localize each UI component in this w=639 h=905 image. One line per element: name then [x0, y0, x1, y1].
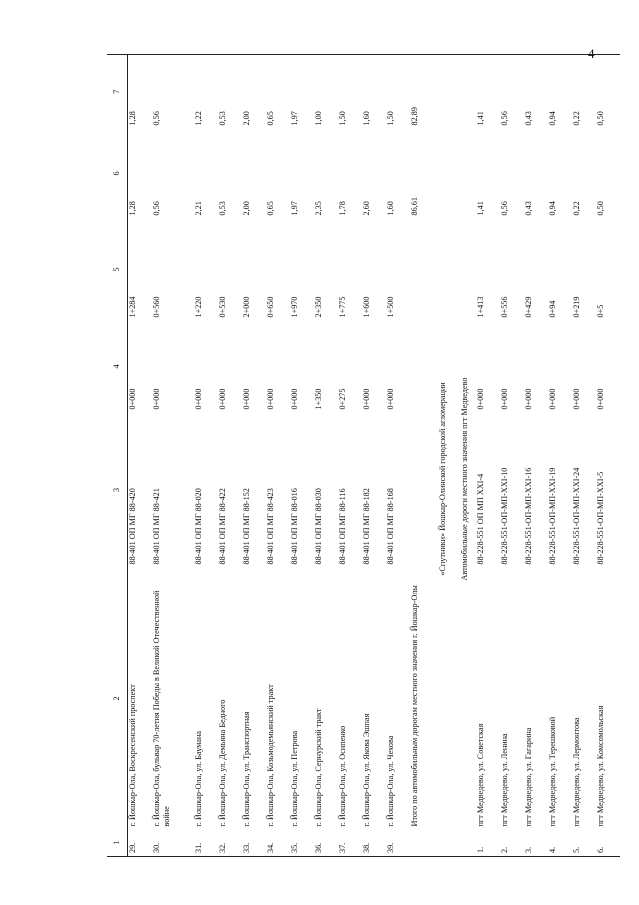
cell-start: 0+000: [362, 388, 371, 410]
total-row: [410, 55, 432, 857]
cell-len6: 0,22: [572, 201, 581, 216]
cell-code: 88-401 ОП МГ 88-423: [266, 488, 275, 565]
cell-n: 31.: [194, 830, 218, 857]
cell-name: г. Йошкар-Ола, бульвар 70-летия Победы в Великой Отечественной войне: [152, 590, 171, 827]
cell-n: 35.: [290, 830, 314, 857]
cell-len6: 2,60: [362, 201, 371, 216]
cell-end: 0+429: [524, 296, 533, 318]
cell-len6: 2,35: [314, 201, 323, 216]
table-row: [314, 55, 338, 857]
table-row: [338, 55, 362, 857]
cell-len7: 1,50: [338, 55, 362, 129]
cell-name: г. Йошкар-Ола, ул. Транспортная: [242, 711, 251, 827]
cell-code: 88-401 ОП МГ 88-182: [362, 488, 371, 565]
cell-code: 88-401 ОП МГ 88-420: [128, 488, 137, 565]
cell-len6: 0,56: [152, 201, 161, 216]
table-row: [152, 55, 194, 857]
header-row: [107, 55, 128, 857]
cell-n: 5.: [572, 830, 596, 857]
cell-len6: 1,78: [338, 201, 347, 216]
cell-start: 0+000: [500, 388, 509, 410]
cell-name: г. Йошкар-Ола, Сернурский тракт: [314, 708, 323, 827]
cell-name: пгт Медведево, ул. Советская: [476, 723, 485, 827]
cell-start: 0+000: [386, 388, 395, 410]
cell-code: 88-401 ОП МГ 88-030: [314, 488, 323, 565]
cell-name: г. Йошкар-Ола, Воскресенский проспект: [128, 684, 137, 827]
cell-end: 0+560: [152, 296, 161, 318]
cell-name: пгт Медведево, ул. Лермонтова: [572, 717, 581, 827]
cell-end: 2+350: [314, 296, 323, 318]
cell-start: 0+000: [128, 388, 137, 410]
cell-len7: 1,41: [476, 55, 500, 129]
header-cell: 6: [107, 129, 128, 219]
cell-name: г. Йошкар-Ола, Козьмодемьянский тракт: [266, 684, 275, 827]
cell-end: 0+5: [596, 304, 605, 318]
table-row: [476, 55, 500, 857]
cell-name: пгт Медведево, ул. Терешковой: [548, 716, 557, 827]
cell-len6: 0,65: [266, 201, 275, 216]
cell-start: 0+000: [476, 388, 485, 410]
cell-len6: 0,43: [524, 201, 533, 216]
cell-len7: 0,43: [524, 55, 548, 129]
table-row: [500, 55, 524, 857]
cell-n: 3.: [524, 830, 548, 857]
cell-len6: 0,50: [596, 201, 605, 216]
table-row: [596, 55, 620, 857]
cell-end: 0+650: [266, 296, 275, 318]
cell-len7: 0,65: [266, 55, 290, 129]
cell-start: 0+000: [596, 388, 605, 410]
cell-n: 29.: [128, 830, 153, 857]
cell-end: 1+413: [476, 296, 485, 318]
cell-n: 37.: [338, 830, 362, 857]
cell-code: 88-401 ОП МГ 88-168: [386, 488, 395, 565]
cell-code: 88-228-551-ОП-МП-ХХI-5: [596, 471, 605, 565]
cell-start: 1+350: [314, 388, 323, 410]
cell-code: 88-401 ОП МГ 88-016: [290, 488, 299, 565]
page-number: 4: [588, 46, 595, 61]
header-cell: 3: [107, 413, 128, 568]
table-row: [128, 55, 153, 857]
table-row: [572, 55, 596, 857]
cell-len6: 1,97: [290, 201, 299, 216]
cell-len6: 0,56: [500, 201, 509, 216]
cell-code: 88-228-551 ОП МП ХХI-4: [476, 473, 485, 565]
roads-register-table: [107, 54, 620, 857]
cell-end: 1+600: [362, 296, 371, 318]
table-row: [362, 55, 386, 857]
cell-name: пгт Медведево, ул. Комсомольская: [596, 705, 605, 827]
cell-start: 0+000: [152, 388, 161, 410]
cell-name: г. Йошкар-Ола, ул. Баумана: [194, 731, 203, 827]
cell-name: пгт Медведево, ул. Гагарина: [524, 727, 533, 827]
table-row: [242, 55, 266, 857]
section-row: [454, 55, 476, 857]
cell-n: 38.: [362, 830, 386, 857]
cell-n: 34.: [266, 830, 290, 857]
cell-len7: 1,97: [290, 55, 314, 129]
table-row: [386, 55, 410, 857]
cell-n: 30.: [152, 830, 194, 857]
cell-name: пгт Медведево, ул. Ленина: [500, 733, 509, 827]
total-len7: 82,89: [410, 55, 432, 129]
cell-code: 88-228-551-ОП-МП-ХХI-10: [500, 467, 509, 565]
cell-code: 88-228-551-ОП-МП-ХХI-16: [524, 467, 533, 565]
header-cell: 7: [107, 55, 128, 129]
cell-start: 0+000: [218, 388, 227, 410]
cell-start: 0+000: [266, 388, 275, 410]
table-row: [524, 55, 548, 857]
cell-len7: 0,56: [152, 55, 194, 129]
cell-len7: 1,00: [314, 55, 338, 129]
cell-len6: 0,94: [548, 201, 557, 216]
cell-len7: 0,22: [572, 55, 596, 129]
cell-end: 0+556: [500, 296, 509, 318]
cell-len7: 1,22: [194, 55, 218, 129]
cell-len6: 1,60: [386, 201, 395, 216]
cell-len7: 1,60: [362, 55, 386, 129]
section-row: [432, 55, 454, 857]
cell-start: 0+000: [194, 388, 203, 410]
table-row: [548, 55, 572, 857]
cell-len7: 0,53: [218, 55, 242, 129]
table-row: [194, 55, 218, 857]
cell-code: 88-401 ОП МГ 88-152: [242, 488, 251, 565]
cell-start: 0+275: [338, 388, 347, 410]
cell-end: 1+500: [386, 296, 395, 318]
cell-n: 36.: [314, 830, 338, 857]
cell-len6: 0,53: [218, 201, 227, 216]
header-cell: 1: [107, 830, 128, 857]
cell-end: 0+94: [548, 300, 557, 318]
cell-n: 32.: [218, 830, 242, 857]
cell-name: г. Йошкар-Ола, ул. Чехова: [386, 735, 395, 827]
cell-end: 1+775: [338, 296, 347, 318]
cell-end: 1+220: [194, 296, 203, 318]
cell-len6: 2,21: [194, 201, 203, 216]
section-title: Автомобильные дороги местного значения пгт Медведево: [460, 377, 469, 581]
table-row: [266, 55, 290, 857]
header-cell: 4: [107, 321, 128, 413]
cell-len6: 1,28: [128, 201, 137, 216]
cell-n: 33.: [242, 830, 266, 857]
cell-start: 0+000: [524, 388, 533, 410]
cell-code: 88-228-551-ОП-МП-ХХI-19: [548, 467, 557, 565]
cell-end: 0+219: [572, 296, 581, 318]
cell-len7: 1,50: [386, 55, 410, 129]
cell-len7: 0,56: [500, 55, 524, 129]
cell-code: 88-228-551-ОП-МП-ХХI-24: [572, 467, 581, 565]
total-label: Итого по автомобильным дорогам местного значения г. Йошкар-Олы: [410, 585, 419, 827]
cell-start: 0+000: [572, 388, 581, 410]
cell-name: г. Йошкар-Ола, ул. Петрова: [290, 730, 299, 827]
cell-code: 88-401 ОП МГ 88-020: [194, 488, 203, 565]
cell-code: 88-401 ОП МГ 88-421: [152, 488, 161, 565]
cell-code: 88-401 ОП МГ 88-422: [218, 488, 227, 565]
cell-n: 2.: [500, 830, 524, 857]
header-cell: 5: [107, 219, 128, 321]
table-row: [290, 55, 314, 857]
section-title: «Спутники» Йошкар-Олинской городской агломерации: [438, 382, 447, 576]
cell-end: 0+530: [218, 296, 227, 318]
cell-len7: 0,50: [596, 55, 620, 129]
cell-n: 4.: [548, 830, 572, 857]
cell-start: 0+000: [242, 388, 251, 410]
cell-start: 0+000: [290, 388, 299, 410]
cell-end: 1+970: [290, 296, 299, 318]
cell-len7: 1,28: [128, 55, 153, 129]
cell-n: 6.: [596, 830, 620, 857]
cell-name: г. Йошкар-Ола, ул. Осипенко: [338, 725, 347, 827]
cell-name: г. Йошкар-Ола, ул. Якова Эшпая: [362, 713, 371, 827]
cell-end: 2+000: [242, 296, 251, 318]
cell-name: г. Йошкар-Ола, ул. Демьяна Бедного: [218, 699, 227, 827]
header-cell: 2: [107, 568, 128, 830]
total-len6: 86,61: [410, 197, 419, 216]
cell-len7: 0,94: [548, 55, 572, 129]
cell-n: 39.: [386, 830, 410, 857]
cell-len6: 2,00: [242, 201, 251, 216]
table-row: [218, 55, 242, 857]
cell-code: 88-401 ОП МГ 88-116: [338, 488, 347, 565]
cell-n: 1.: [476, 830, 500, 857]
cell-len6: 1,41: [476, 201, 485, 216]
cell-start: 0+000: [548, 388, 557, 410]
cell-len7: 2,00: [242, 55, 266, 129]
cell-end: 1+284: [128, 296, 137, 318]
